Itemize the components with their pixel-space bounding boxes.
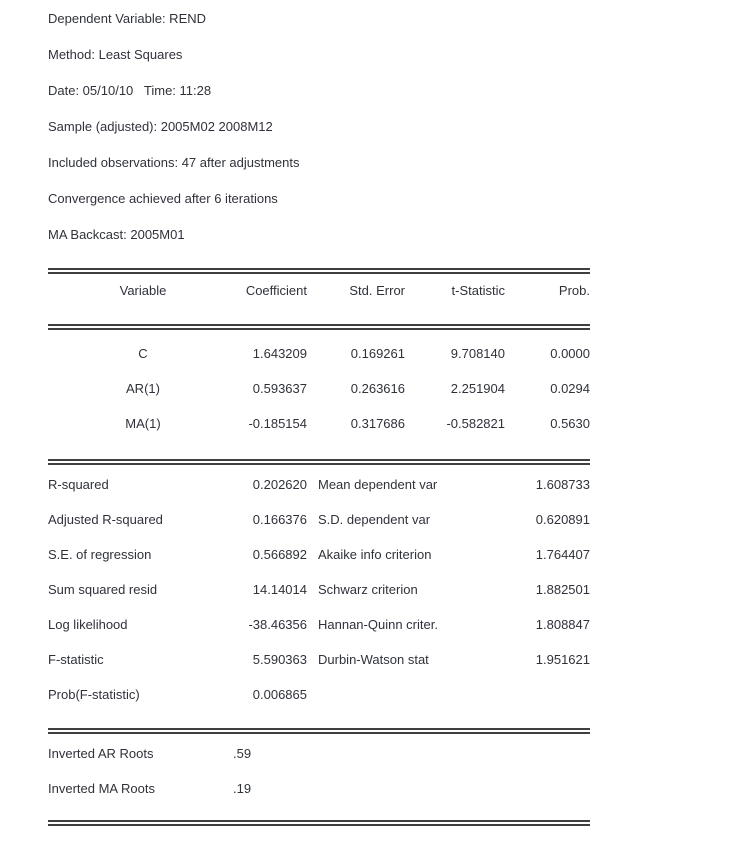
date-time-line: Date: 05/10/10 Time: 11:28 xyxy=(48,82,212,98)
stat-label: Sum squared resid xyxy=(48,582,158,597)
stats-row xyxy=(48,607,590,642)
double-rule-bottom xyxy=(48,820,590,826)
stat-label: F-statistic xyxy=(48,652,104,667)
roots-label: Inverted MA Roots xyxy=(48,781,155,796)
stat-label: R-squared xyxy=(48,477,109,492)
stats-row xyxy=(48,502,590,537)
coefficient-cell: 1.643209 xyxy=(252,346,307,361)
variable-cell: AR(1) xyxy=(126,381,160,396)
stat-value: 0.006865 xyxy=(252,687,307,702)
stat-label: Mean dependent var xyxy=(318,477,438,492)
std-error-cell: 0.317686 xyxy=(350,416,405,431)
stats-row xyxy=(48,572,590,607)
roots-row xyxy=(48,771,590,806)
stat-value: 0.620891 xyxy=(535,512,590,527)
regression-output-table xyxy=(48,268,590,826)
t-statistic-cell: 9.708140 xyxy=(450,346,505,361)
t-statistic-cell: -0.582821 xyxy=(446,416,505,431)
stat-value: 1.882501 xyxy=(535,582,590,597)
inverted-roots-section xyxy=(48,734,590,820)
stats-row xyxy=(48,642,590,677)
roots-value: .19 xyxy=(233,781,252,796)
header-variable: Variable xyxy=(119,283,167,298)
stats-row xyxy=(48,467,590,502)
stat-label: S.D. dependent var xyxy=(318,512,431,527)
coefficient-cell: -0.185154 xyxy=(248,416,307,431)
stat-value: 0.202620 xyxy=(252,477,307,492)
dependent-variable-line: Dependent Variable: REND xyxy=(48,10,207,26)
stat-value: 1.951621 xyxy=(535,652,590,667)
stat-label: Schwarz criterion xyxy=(318,582,418,597)
stats-row xyxy=(48,677,590,712)
roots-value: .59 xyxy=(233,746,252,761)
method-line: Method: Least Squares xyxy=(48,46,183,62)
prob-cell: 0.0294 xyxy=(550,381,590,396)
t-statistic-cell: 2.251904 xyxy=(450,381,505,396)
stat-value: 1.764407 xyxy=(535,547,590,562)
prob-cell: 0.0000 xyxy=(550,346,590,361)
stat-label: Hannan-Quinn criter. xyxy=(318,617,438,632)
stat-value: 0.166376 xyxy=(252,512,307,527)
summary-statistics xyxy=(48,465,590,728)
stat-value: 1.608733 xyxy=(535,477,590,492)
variable-cell: C xyxy=(138,346,148,361)
table-row xyxy=(48,371,590,406)
stats-row xyxy=(48,537,590,572)
std-error-cell: 0.169261 xyxy=(350,346,405,361)
stat-label: Akaike info criterion xyxy=(318,547,432,562)
prob-cell: 0.5630 xyxy=(550,416,590,431)
roots-row xyxy=(48,736,590,771)
stat-value: 0.566892 xyxy=(252,547,307,562)
stat-value: 5.590363 xyxy=(252,652,307,667)
header-std-error: Std. Error xyxy=(349,283,405,298)
ma-backcast-line: MA Backcast: 2005M01 xyxy=(48,226,185,242)
stat-value: 14.14014 xyxy=(252,582,307,597)
stat-label: Durbin-Watson stat xyxy=(318,652,429,667)
roots-label: Inverted AR Roots xyxy=(48,746,154,761)
coefficient-rows xyxy=(48,330,590,459)
variable-cell: MA(1) xyxy=(125,416,161,431)
header-prob: Prob. xyxy=(558,283,590,298)
sample-line: Sample (adjusted): 2005M02 2008M12 xyxy=(48,118,273,134)
observations-line: Included observations: 47 after adjustments xyxy=(48,154,300,170)
stat-label: Log likelihood xyxy=(48,617,128,632)
header-coefficient: Coefficient xyxy=(245,283,307,298)
stat-value: -38.46356 xyxy=(248,617,307,632)
table-row xyxy=(48,336,590,371)
convergence-line: Convergence achieved after 6 iterations xyxy=(48,190,278,206)
stat-label: Adjusted R-squared xyxy=(48,512,163,527)
coefficient-table-header xyxy=(48,274,590,324)
stat-label: Prob(F-statistic) xyxy=(48,687,140,702)
stat-label: S.E. of regression xyxy=(48,547,152,562)
std-error-cell: 0.263616 xyxy=(350,381,405,396)
coefficient-cell: 0.593637 xyxy=(252,381,307,396)
estimation-summary xyxy=(48,0,608,252)
stat-value: 1.808847 xyxy=(535,617,590,632)
table-row xyxy=(48,406,590,441)
header-t-statistic: t-Statistic xyxy=(451,283,505,298)
